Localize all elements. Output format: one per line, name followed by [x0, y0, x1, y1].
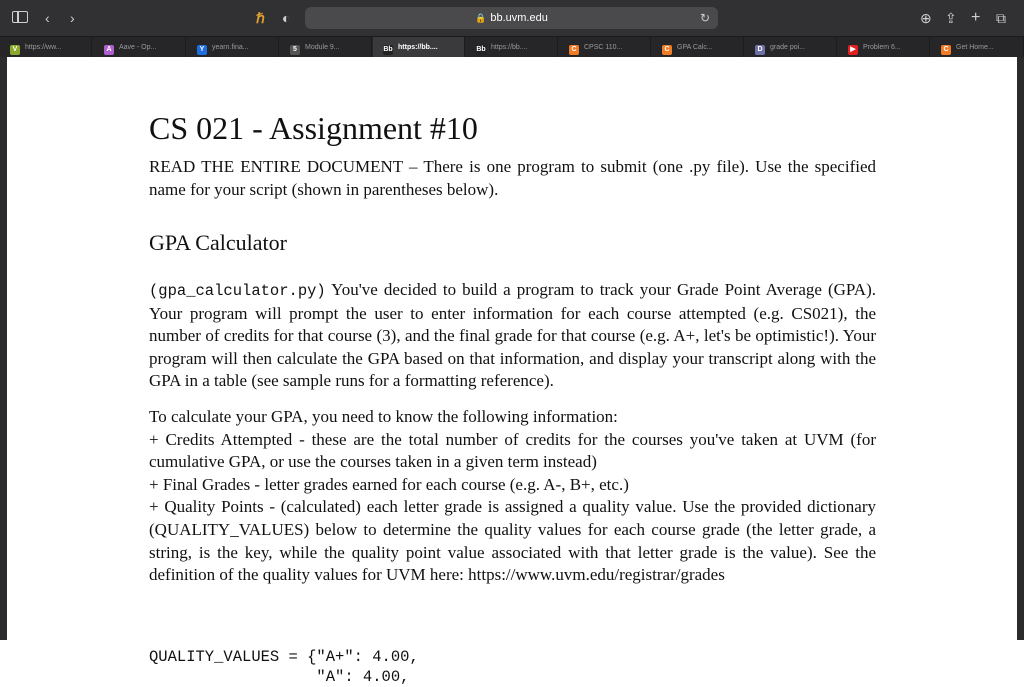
tab-label: Module 9... [305, 44, 340, 51]
gpa-requirements [149, 406, 876, 587]
quality-values-code [149, 647, 419, 687]
window-frame-left [0, 57, 7, 640]
tab-6[interactable] [466, 37, 558, 58]
tab-10[interactable] [838, 37, 930, 58]
page-title: CS 021 - Assignment #10 [149, 110, 478, 146]
document-viewport[interactable] [7, 57, 1017, 686]
section-title: GPA Calculator [149, 230, 287, 255]
extension-icon[interactable]: ℏ [256, 10, 265, 26]
intro-paragraph: READ THE ENTIRE DOCUMENT – There is one program to submit (one .py file). Use the specified name for your script (shown in parentheses below). [149, 157, 876, 199]
tab-favicon-icon: C [941, 45, 951, 55]
window-frame-right [1017, 57, 1024, 640]
tab-label: https://bb.... [398, 44, 438, 51]
tab-bar [0, 36, 1024, 58]
tab-1[interactable] [0, 37, 92, 58]
share-icon[interactable]: ⇪ [945, 10, 957, 26]
credits-attempted-item: + Credits Attempted - these are the total number of credits for the courses you've taken at UVM (for cumulative GPA, or use the courses taken in a given term instead) [149, 429, 876, 472]
tab-3[interactable] [187, 37, 279, 58]
tab-overview-icon[interactable]: ⧉ [996, 10, 1006, 26]
reload-icon[interactable]: ↻ [699, 11, 710, 25]
browser-toolbar [0, 0, 1024, 36]
tab-2[interactable] [94, 37, 186, 58]
forward-icon[interactable]: › [70, 10, 75, 26]
program-description-text: You've decided to build a program to track your Grade Point Average (GPA). Your program will prompt the user to enter information for each course attempted (e.g. CS021), the number of credits for that course (3), and the final grade for that course (e.g. A+, let's be optimistic!). Your program will then calculate the GPA based on that information, and display your transcript along with the GPA in a table (see sample runs for a formatting reference). [149, 280, 876, 391]
tab-favicon-icon: Bb [383, 46, 393, 53]
code-line-2: "A": 4.00, [149, 668, 410, 686]
tab-favicon-icon: 5 [290, 45, 300, 55]
tab-favicon-icon: A [104, 45, 114, 55]
address-bar[interactable] [305, 7, 718, 29]
tab-label: Problem 6... [863, 44, 901, 51]
tab-favicon-icon: V [10, 45, 20, 55]
tab-9[interactable] [745, 37, 837, 58]
tab-7[interactable] [559, 37, 651, 58]
downloads-icon[interactable]: ⊕ [920, 10, 932, 26]
tab-label: CPSC 110... [584, 44, 623, 51]
privacy-shield-icon[interactable]: ◐ [282, 10, 291, 26]
tab-favicon-icon: ▶ [848, 45, 858, 55]
tab-label: Get Home... [956, 44, 994, 51]
tab-5-active[interactable] [373, 37, 465, 58]
tab-label: yearn.fina... [212, 44, 249, 51]
tab-favicon-icon: C [569, 45, 579, 55]
lock-icon: 🔒 [475, 13, 487, 23]
sidebar-toggle-icon[interactable] [12, 11, 28, 23]
requirements-lead: To calculate your GPA, you need to know the following information: [149, 406, 618, 426]
tab-favicon-icon: Bb [476, 46, 486, 53]
script-filename: (gpa_calculator.py) [149, 282, 326, 300]
assignment-document [149, 106, 876, 686]
tab-label: Aave - Op... [119, 44, 157, 51]
tab-favicon-icon: Y [197, 45, 207, 55]
tab-label: https://ww... [25, 44, 62, 51]
final-grades-item: + Final Grades - letter grades earned for each course (e.g. A-, B+, etc.) [149, 474, 629, 494]
url-text: bb.uvm.edu [490, 12, 548, 24]
tab-label: https://bb.... [491, 44, 528, 51]
tab-8[interactable] [652, 37, 744, 58]
back-icon[interactable]: ‹ [45, 10, 50, 26]
tab-label: grade poi... [770, 44, 806, 51]
tab-4[interactable] [280, 37, 372, 58]
new-tab-icon[interactable]: + [971, 9, 981, 26]
tab-favicon-icon: D [755, 45, 765, 55]
program-description [149, 279, 876, 393]
tab-favicon-icon: C [662, 45, 672, 55]
code-line-1: QUALITY_VALUES = {"A+": 4.00, [149, 648, 419, 666]
quality-points-item: + Quality Points - (calculated) each letter grade is assigned a quality value. Use the provided dictionary (QUALITY_VALUES) below to determine the quality values for each course grade (the letter grade, a string, is the key, while the quality point value associated with that letter grade is the value). See the definition of the quality values for UVM here: https://www.uvm.edu/registrar/grades [149, 497, 876, 585]
tab-label: GPA Calc... [677, 44, 713, 51]
tab-11[interactable] [931, 37, 1024, 58]
